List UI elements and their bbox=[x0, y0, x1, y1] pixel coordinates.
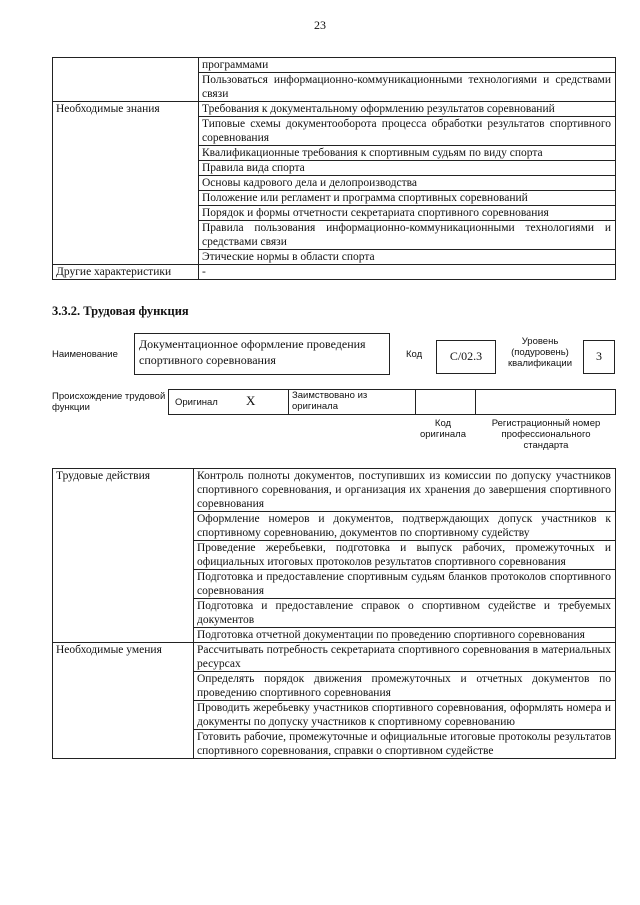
table-cell: - bbox=[199, 265, 616, 280]
table-cell: Оформление номеров и документов, подтверждающих допуск участников к спортивному соревнованию, документов по спортивному судейству bbox=[194, 512, 616, 541]
table-cell: Контроль полноты документов, поступивших из комиссии по допуску участников спортивного соревнования, и организация их хранения до завершения спортивного соревнования bbox=[194, 469, 616, 512]
page-number: 23 bbox=[314, 18, 326, 32]
reg-number-caption: Регистрационный номер профессионального стандарта bbox=[491, 418, 601, 451]
original-label: Оригинал bbox=[175, 397, 218, 408]
table-cell: Требования к документальному оформлению результатов соревнований bbox=[199, 102, 616, 117]
table-cell: Порядок и формы отчетности секретариата спортивного соревнования bbox=[199, 206, 616, 221]
table-cell: Основы кадрового дела и делопроизводства bbox=[199, 176, 616, 191]
table-cell: Типовые схемы документооборота процесса обработки результатов спортивного соревнования bbox=[199, 117, 616, 146]
table-cell: Подготовка и предоставление справок о спортивном судействе и требуемых документов bbox=[194, 599, 616, 628]
table-cell: Проведение жеребьевки, подготовка и выпуск рабочих, промежуточных и официальных итоговых протоколов результатов спортивного соревнования bbox=[194, 541, 616, 570]
table-cell: Этические нормы в области спорта bbox=[199, 250, 616, 265]
row-label-actions: Трудовые действия bbox=[53, 469, 194, 643]
table-cell: Положение или регламент и программа спортивных соревнований bbox=[199, 191, 616, 206]
requirements-table-continued bbox=[52, 57, 616, 280]
table-cell: Правила пользования информационно-коммуникационными технологиями и средствами связи bbox=[199, 221, 616, 250]
labor-function-table bbox=[52, 468, 616, 759]
table-cell: Проводить жеребьевку участников спортивного соревнования, оформлять номера и документы по допуску участников к спортивному соревнованию bbox=[194, 701, 616, 730]
origin-divider bbox=[288, 389, 289, 415]
original-mark: X bbox=[246, 393, 256, 408]
origin-label: Происхождение трудовой функции bbox=[52, 391, 166, 413]
level-value: 3 bbox=[583, 340, 615, 374]
level-label: Уровень (подуровень) квалификации bbox=[507, 336, 573, 369]
row-label-skills: Необходимые умения bbox=[53, 643, 194, 759]
table-cell: Правила вида спорта bbox=[199, 161, 616, 176]
table-cell: Определять порядок движения промежуточных и отчетных документов по проведению спортивного соревнования bbox=[194, 672, 616, 701]
borrowed-label: Заимствовано из оригинала bbox=[292, 390, 368, 412]
table-cell: Подготовка и предоставление спортивным судьям бланков протоколов спортивного соревнования bbox=[194, 570, 616, 599]
function-name: Документационное оформление проведения спортивного соревнования bbox=[134, 333, 390, 375]
table-cell: Квалификационные требования к спортивным судьям по виду спорта bbox=[199, 146, 616, 161]
table-cell: Подготовка отчетной документации по проведению спортивного соревнования bbox=[194, 628, 616, 643]
row-label-other: Другие характеристики bbox=[53, 265, 199, 280]
origin-divider bbox=[415, 389, 416, 415]
table-cell: Пользоваться информационно-коммуникационными технологиями и средствами связи bbox=[199, 73, 616, 102]
table-cell: Готовить рабочие, промежуточные и официальные итоговые протоколы результатов спортивного соревнования, справки о спортивном судействе bbox=[194, 730, 616, 759]
row-label bbox=[53, 58, 199, 102]
function-code: C/02.3 bbox=[436, 340, 496, 374]
section-title: 3.3.2. Трудовая функция bbox=[52, 304, 189, 318]
code-original-caption: Код оригинала bbox=[419, 418, 466, 440]
code-label: Код bbox=[406, 349, 423, 360]
origin-divider bbox=[475, 389, 476, 415]
table-cell: Рассчитывать потребность секретариата спортивного соревнования в материальных ресурсах bbox=[194, 643, 616, 672]
table-cell: программами bbox=[199, 58, 616, 73]
row-label-knowledge: Необходимые знания bbox=[53, 102, 199, 265]
name-label: Наименование bbox=[52, 349, 118, 360]
